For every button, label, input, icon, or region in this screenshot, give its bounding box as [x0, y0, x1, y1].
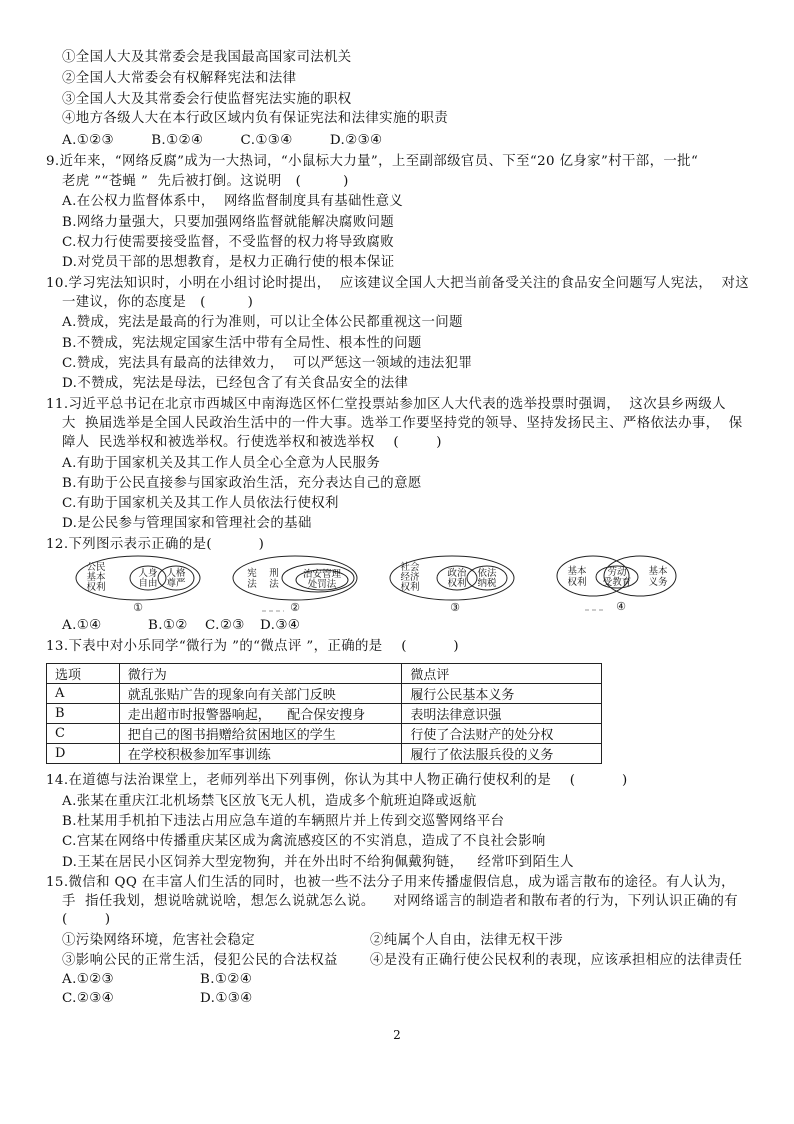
- q11-stem-line-3: 障人 民选举权和被选举权。行使选举权和被选举权 ( ): [62, 435, 442, 450]
- q8-item-1: ①全国人大及其常委会是我国最高国家司法机关: [62, 50, 352, 65]
- cell-comment: 行使了合法财产的处分权: [402, 724, 602, 744]
- q9-stem-line-1: 9.近年来，“网络反腐”成为一大热词，“小鼠标大力量”，上至副部级官员、下至“20 亿身家”村干部，一批“: [46, 154, 699, 169]
- d2-b-1: 治安管理: [302, 569, 342, 580]
- q15-option-b: B.①②④: [200, 972, 253, 987]
- cell-behavior: 把自己的图书捐赠给贫困地区的学生: [119, 724, 402, 744]
- d4-number: ④: [616, 600, 626, 613]
- table-row: [47, 704, 602, 724]
- d4-left-1: 基本: [567, 566, 587, 577]
- cell-behavior: 走出超市时报警器响起， 配合保安搜身: [119, 704, 402, 724]
- q10-option-a: A.赞成，宪法是最高的行为准则，可以让全体公民都重视这一问题: [62, 315, 463, 330]
- d1-b-1: 人格: [166, 568, 186, 579]
- header-micro-comment: 微点评: [402, 664, 602, 684]
- q15-option-c: C.②③④: [62, 991, 115, 1006]
- q11-option-a: A.有助于国家机关及其工作人员全心全意为人民服务: [62, 456, 381, 471]
- table-row: [47, 684, 602, 704]
- d3-b-1: 依法: [477, 568, 497, 579]
- table-row: [47, 744, 602, 764]
- d3-a-1: 政治: [447, 568, 467, 579]
- q14-option-c: C.宫某在网络中传播重庆某区成为禽流感疫区的不实消息，造成了不良社会影响: [62, 834, 546, 849]
- cell-comment: 履行了依法服兵役的义务: [402, 744, 602, 764]
- q15-stem-line-1: 15.微信和 QQ 在丰富人们生活的同时，也被一些不法分子用来传播虚假信息，成为谣言散布的途径。有人认为，: [46, 875, 735, 890]
- table-row: [47, 724, 602, 744]
- q9-option-a: A.在公权力监督体系中， 网络监督制度具有基础性意义: [62, 194, 404, 209]
- q15-item-1: ①污染网络环境，危害社会稳定: [62, 933, 256, 948]
- d2-outer-2: 法: [247, 579, 257, 590]
- d4-mid-2: 受教育: [602, 577, 632, 588]
- d2-b-2: 处罚法: [307, 579, 337, 590]
- q11-stem-line-2: 大 换届选举是全国人民政治生活中的一件大事。选举工作要坚持党的领导、坚持发扬民主、严格依法办事， 保: [62, 416, 743, 431]
- q15-stem-line-2: 手 指任我划，想说啥就说啥，想怎么说就怎么说。 对网络谣言的制造者和散布者的行为，下列认识正确的有: [62, 894, 739, 909]
- d4-right-2: 义务: [648, 577, 668, 588]
- header-micro-behavior: 微行为: [119, 664, 402, 684]
- table-header-row: [47, 664, 602, 684]
- header-option: 选项: [47, 664, 120, 684]
- d2-a-1: 刑: [269, 568, 279, 579]
- q10-stem-line-1: 10.学习宪法知识时，小明在小组讨论时提出， 应该建议全国人大把当前备受关注的食品安全问题写人宪法， 对这: [46, 276, 750, 291]
- d3-outer-2: 经济: [400, 572, 420, 583]
- q14-option-a: A.张某在重庆江北机场禁飞区放飞无人机，造成多个航班迫降或返航: [62, 794, 477, 809]
- d2-outer-1: 宪: [247, 568, 257, 579]
- d4-mid-1: 劳动: [607, 567, 627, 578]
- q14-option-d: D.王某在居民小区饲养大型宠物狗，并在外出时不给狗佩戴狗链， 经常吓到陌生人: [62, 855, 574, 870]
- cell-behavior: 在学校积极参加军事训练: [119, 744, 402, 764]
- q12-option-a: A.①④: [62, 618, 102, 633]
- cell-option: D: [47, 744, 120, 764]
- q11-option-c: C.有助于国家机关及其工作人员依法行使权利: [62, 496, 339, 511]
- d3-b-2: 纳税: [477, 578, 497, 589]
- q8-options: A.①②③ B.①②④ C.①③④ D.②③④: [62, 133, 383, 148]
- q15-option-a: A.①②③: [62, 972, 114, 987]
- d3-outer-3: 权利: [400, 582, 420, 593]
- q12-option-c: C.②③: [205, 618, 245, 633]
- d1-a-1: 人身: [138, 568, 158, 579]
- q14-stem: 14.在道德与法治课堂上，老师列举出下列事例，你认为其中人物正确行使权利的是 ( ): [46, 773, 628, 788]
- d1-number: ①: [133, 601, 143, 614]
- d3-number: ③: [450, 601, 460, 614]
- q14-option-b: B.杜某用手机拍下违法占用应急车道的车辆照片并上传到交巡警网络平台: [62, 814, 505, 829]
- q8-item-4: ④地方各级人大在本行政区域内负有保证宪法和法律实施的职责: [62, 111, 449, 126]
- d4-left-2: 权利: [567, 577, 587, 588]
- q11-stem-line-1: 11.习近平总书记在北京市西城区中南海选区怀仁堂投票站参加区人大代表的选举投票时强调， 这次县乡两级人: [46, 397, 726, 412]
- d1-b-2: 尊严: [166, 578, 186, 589]
- q15-item-4: ④是没有正确行使公民权利的表现，应该承担相应的法律责任: [370, 953, 743, 968]
- q10-option-b: B.不赞成，宪法规定国家生活中带有全局性、根本性的问题: [62, 336, 422, 351]
- q15-item-2: ②纯属个人自由，法律无权干涉: [370, 933, 564, 948]
- q8-item-3: ③全国人大及其常委会行使监督宪法实施的职权: [62, 92, 352, 107]
- d3-outer-1: 社会: [400, 562, 420, 573]
- q12-option-b: B.①②: [148, 618, 188, 633]
- q12-option-d: D.③④: [260, 618, 301, 633]
- q13-stem: 13.下表中对小乐同学“微行为 ”的“微点评 ”，正确的是 ( ): [46, 639, 460, 654]
- q12-stem: 12.下列图示表示正确的是( ): [46, 537, 265, 552]
- q15-item-3: ③影响公民的正常生活，侵犯公民的合法权益: [62, 953, 338, 968]
- q10-option-c: C.赞成，宪法具有最高的法律效力， 可以严惩这一领域的违法犯罪: [62, 356, 473, 371]
- q10-stem-line-2: 一建议，你的态度是 ( ): [62, 295, 254, 310]
- q9-option-b: B.网络力量强大，只要加强网络监督就能解决腐败问题: [62, 215, 395, 230]
- q8-item-2: ②全国人大常委会有权解释宪法和法律: [62, 71, 297, 86]
- page-number: 2: [393, 1028, 401, 1042]
- q11-option-b: B.有助于公民直接参与国家政治生活，充分表达自己的意愿: [62, 476, 422, 491]
- d1-outer-3: 权利: [86, 582, 106, 593]
- q10-option-d: D.不赞成，宪法是母法，已经包含了有关食品安全的法律: [62, 376, 409, 391]
- q9-option-c: C.权力行使需要接受监督，不受监督的权力将导致腐败: [62, 235, 395, 250]
- q9-stem-line-2: 老虎 ”“苍蝇 ” 先后被打倒。这说明 ( ): [62, 174, 349, 189]
- d1-outer-1: 公民: [86, 562, 106, 573]
- q13-table: [46, 663, 602, 764]
- cell-comment: 表明法律意识强: [402, 704, 602, 724]
- q9-option-d: D.对党员干部的思想教育，是权力正确行使的根本保证: [62, 255, 395, 270]
- d3-a-2: 权利: [447, 578, 467, 589]
- cell-option: C: [47, 724, 120, 744]
- cell-option: B: [47, 704, 120, 724]
- d2-number: ②: [290, 601, 300, 614]
- d4-right-1: 基本: [648, 566, 668, 577]
- q15-stem-line-3: ( ): [62, 912, 111, 927]
- d1-a-2: 自由: [138, 578, 158, 589]
- d1-outer-2: 基本: [86, 572, 106, 583]
- cell-comment: 履行公民基本义务: [402, 684, 602, 704]
- q15-option-d: D.①③④: [200, 991, 253, 1006]
- cell-option: A: [47, 684, 120, 704]
- cell-behavior: 就乱张贴广告的现象向有关部门反映: [119, 684, 402, 704]
- q11-option-d: D.是公民参与管理国家和管理社会的基础: [62, 516, 312, 531]
- d2-a-2: 法: [269, 579, 279, 590]
